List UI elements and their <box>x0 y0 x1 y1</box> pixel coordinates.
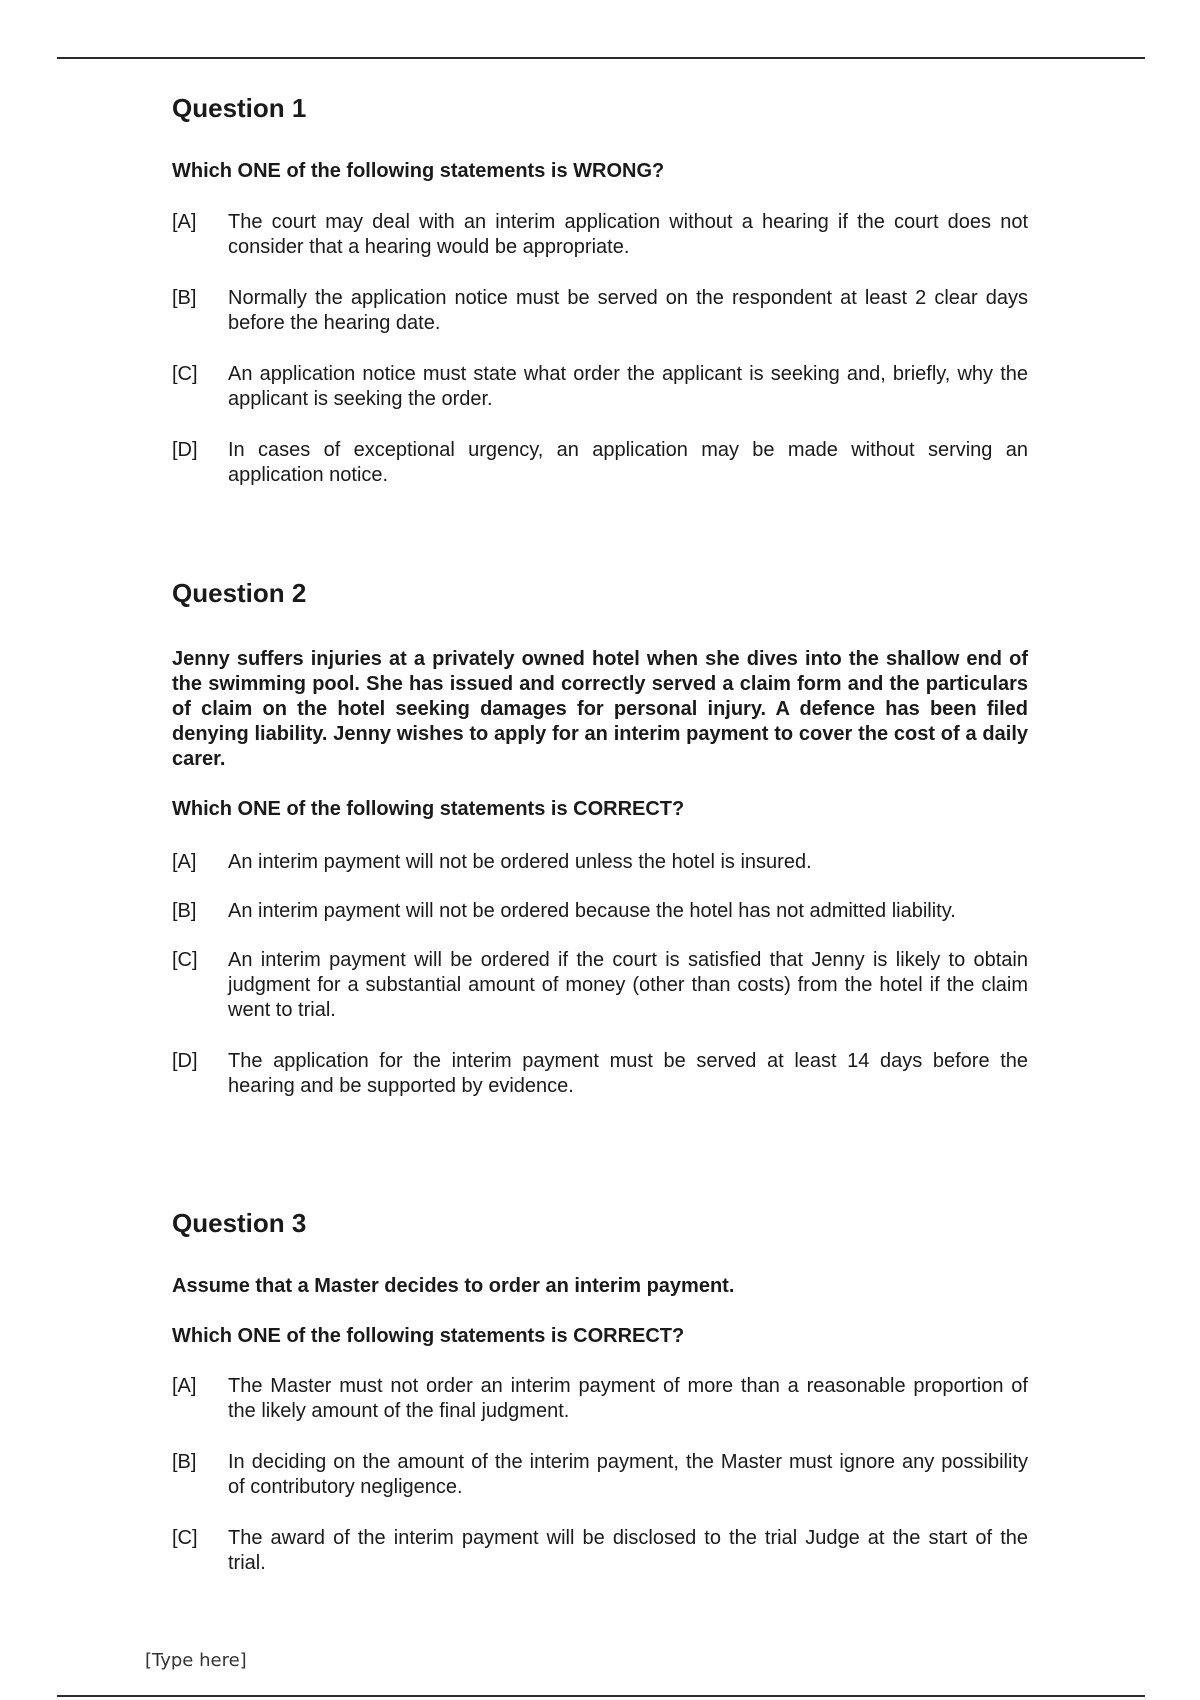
question-scenario: Jenny suffers injuries at a privately owned hotel when she dives into the shallow end of the swimming pool. She has issued and correctly served a claim form and the particulars of claim on the hotel seeking damages for personal injury. A defence has been filed denying liability. Jenny wishes to apply for an interim payment to cover the cost of a daily carer. <box>172 648 1028 770</box>
option-letter: [B] <box>172 1451 197 1473</box>
option-c <box>172 1526 1028 1576</box>
option-b <box>172 286 1028 336</box>
option-letter: [C] <box>172 949 198 971</box>
option-text: Normally the application notice must be served on the respondent at least 2 clear days before the hearing date. <box>228 287 1028 334</box>
question-2 <box>172 578 1028 1099</box>
option-letter: [A] <box>172 1375 197 1397</box>
footer-placeholder: [Type here] <box>145 1650 247 1671</box>
option-text: The Master must not order an interim payment of more than a reasonable proportion of the likely amount of the final judgment. <box>228 1375 1028 1422</box>
option-text: An interim payment will not be ordered because the hotel has not admitted liability. <box>228 900 956 922</box>
option-text: The award of the interim payment will be disclosed to the trial Judge at the start of the trial. <box>228 1527 1028 1574</box>
option-letter: [D] <box>172 1050 198 1072</box>
question-prompt: Which ONE of the following statements is CORRECT? <box>172 1325 685 1347</box>
option-a <box>172 1374 1028 1424</box>
option-a <box>172 210 1028 260</box>
option-a <box>172 850 1028 875</box>
option-text: The court may deal with an interim application without a hearing if the court does not consider that a hearing would be appropriate. <box>228 211 1028 258</box>
question-title: Question 1 <box>172 93 307 123</box>
option-letter: [C] <box>172 363 198 385</box>
option-text: An interim payment will be ordered if the court is satisfied that Jenny is likely to obtain judgment for a substantial amount of money (other than costs) from the hotel if the claim went to trial. <box>228 949 1028 1021</box>
option-letter: [B] <box>172 287 197 309</box>
option-letter: [C] <box>172 1527 198 1549</box>
option-text: An application notice must state what order the applicant is seeking and, briefly, why the applicant is seeking the order. <box>228 363 1028 410</box>
question-prompt: Which ONE of the following statements is CORRECT? <box>172 798 685 820</box>
option-text: An interim payment will not be ordered unless the hotel is insured. <box>228 851 812 873</box>
top-rule <box>57 57 1145 59</box>
question-3 <box>172 1208 1028 1576</box>
bottom-rule <box>57 1695 1145 1697</box>
option-b <box>172 1450 1028 1500</box>
question-prompt: Which ONE of the following statements is WRONG? <box>172 160 665 182</box>
option-text: In deciding on the amount of the interim payment, the Master must ignore any possibility of contributory negligence. <box>228 1451 1028 1498</box>
option-letter: [D] <box>172 439 198 461</box>
option-c <box>172 362 1028 412</box>
option-d <box>172 1049 1028 1099</box>
question-title: Question 2 <box>172 578 307 608</box>
option-letter: [A] <box>172 211 197 233</box>
option-text: The application for the interim payment must be served at least 14 days before the hearing and be supported by evidence. <box>228 1050 1028 1097</box>
option-b <box>172 899 1028 924</box>
option-letter: [B] <box>172 900 197 922</box>
option-d <box>172 438 1028 488</box>
option-letter: [A] <box>172 851 197 873</box>
option-c <box>172 948 1028 1023</box>
question-1 <box>172 93 1028 488</box>
question-title: Question 3 <box>172 1208 307 1238</box>
option-text: In cases of exceptional urgency, an application may be made without serving an application notice. <box>228 439 1028 486</box>
question-scenario: Assume that a Master decides to order an interim payment. <box>172 1275 735 1297</box>
